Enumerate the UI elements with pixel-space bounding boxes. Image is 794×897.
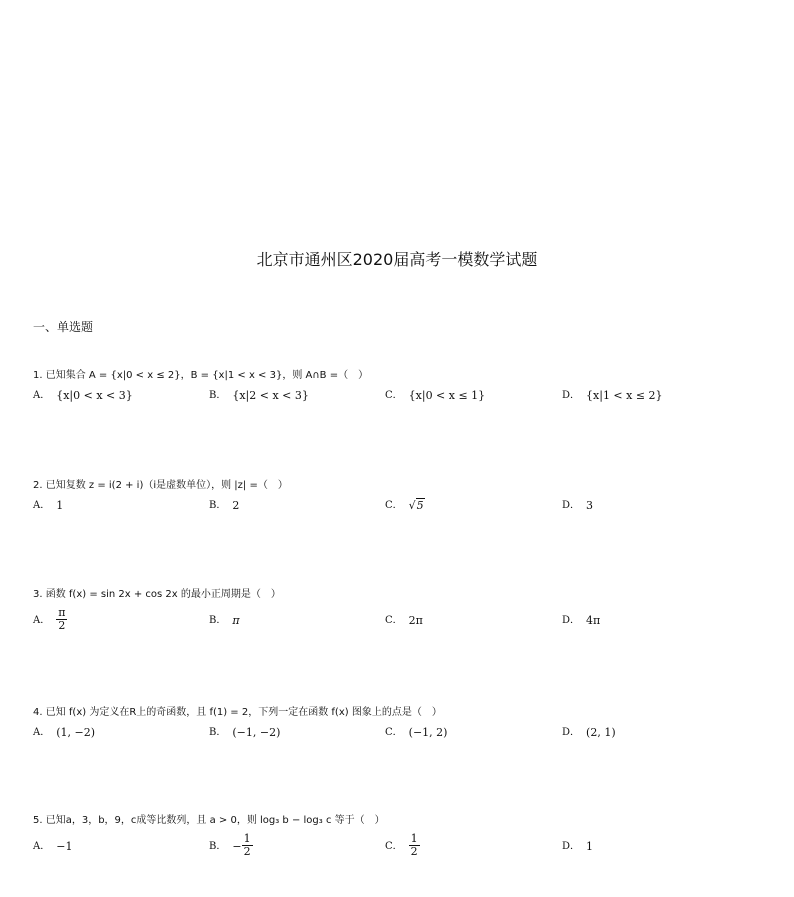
option-value: 4π (586, 614, 601, 627)
option-d[interactable] (562, 725, 616, 741)
option-letter: A． (33, 500, 51, 511)
option-letter: D． (562, 500, 581, 511)
option-value: (−1, −2) (232, 726, 281, 739)
options-row (33, 725, 773, 759)
fraction (56, 607, 67, 632)
option-value: {x|0 < x < 3} (56, 389, 133, 402)
option-b[interactable] (209, 725, 280, 741)
option-letter: B． (209, 841, 227, 852)
option-value: −1 (56, 840, 73, 853)
page-title: 北京市通州区2020届高考一模数学试题 (256, 250, 538, 269)
option-value: (1, −2) (56, 726, 96, 739)
option-b[interactable] (209, 498, 239, 514)
option-value: 1 (586, 840, 594, 853)
option-a[interactable] (33, 725, 95, 741)
option-letter: C． (385, 841, 403, 852)
option-b[interactable] (209, 388, 309, 404)
option-c[interactable] (385, 833, 420, 858)
fraction-denominator: 2 (243, 845, 251, 858)
option-letter: B． (209, 727, 227, 738)
option-value: (2, 1) (586, 726, 616, 739)
question-stem: 1. 已知集合 A = {x|0 < x ≤ 2}，B = {x|1 < x < 3}，则 A∩B =（ ） (33, 370, 369, 381)
options-row (33, 498, 773, 532)
section-heading: 一、单选题 (33, 320, 94, 334)
fraction (409, 833, 420, 858)
option-a[interactable] (33, 839, 72, 855)
option-letter: C． (385, 727, 403, 738)
option-letter: D． (562, 727, 581, 738)
minus-sign: − (232, 840, 242, 853)
fraction-denominator: 2 (58, 619, 66, 632)
option-value: 2π (408, 614, 423, 627)
question-stem: 2. 已知复数 z = i(2 + i)（i是虚数单位），则 |z| =（ ） (33, 480, 288, 491)
fraction (242, 833, 253, 858)
option-letter: D． (562, 615, 581, 626)
option-value: {x|0 < x ≤ 1} (408, 389, 486, 402)
option-d[interactable] (562, 498, 593, 514)
option-c[interactable] (385, 498, 425, 514)
question-stem: 3. 函数 f(x) = sin 2x + cos 2x 的最小正周期是（ ） (33, 589, 281, 600)
option-d[interactable] (562, 839, 593, 855)
option-value: 3 (586, 499, 594, 512)
options-row (33, 607, 773, 641)
option-value: (−1, 2) (408, 726, 448, 739)
option-a[interactable] (33, 607, 67, 632)
option-d[interactable] (562, 613, 600, 629)
option-letter: A． (33, 390, 51, 401)
option-c[interactable] (385, 725, 447, 741)
question-stem: 4. 已知 f(x) 为定义在R上的奇函数，且 f(1) = 2，下列一定在函数 f(x) 图象上的点是（ ） (33, 707, 442, 718)
fraction-numerator: π (58, 606, 66, 619)
option-letter: B． (209, 500, 227, 511)
option-a[interactable] (33, 498, 63, 514)
question-3 (33, 587, 773, 641)
radicand: 5 (416, 499, 424, 512)
option-letter: B． (209, 390, 227, 401)
option-value: {x|2 < x < 3} (232, 389, 309, 402)
question-4 (33, 705, 773, 759)
option-c[interactable] (385, 613, 423, 629)
option-value: π (232, 614, 240, 627)
option-letter: C． (385, 615, 403, 626)
option-value: 2 (232, 499, 240, 512)
question-2 (33, 478, 773, 532)
sqrt-expression: √5 (408, 499, 424, 512)
option-letter: B． (209, 615, 227, 626)
question-5 (33, 813, 773, 867)
option-letter: A． (33, 841, 51, 852)
fraction-denominator: 2 (410, 845, 418, 858)
option-letter: A． (33, 727, 51, 738)
question-1 (33, 368, 773, 422)
fraction-numerator: 1 (243, 832, 251, 845)
option-b[interactable] (209, 613, 240, 629)
option-b[interactable] (209, 833, 253, 858)
options-row (33, 833, 773, 867)
option-a[interactable] (33, 388, 133, 404)
fraction-numerator: 1 (410, 832, 418, 845)
option-letter: D． (562, 390, 581, 401)
option-letter: A． (33, 615, 51, 626)
option-d[interactable] (562, 388, 663, 404)
option-value: {x|1 < x ≤ 2} (586, 389, 663, 402)
option-letter: C． (385, 390, 403, 401)
option-value: 1 (56, 499, 64, 512)
question-stem: 5. 已知a，3，b，9，c成等比数列，且 a > 0，则 log₃ b − log₃ c 等于（ ） (33, 815, 385, 826)
options-row (33, 388, 773, 422)
option-letter: C． (385, 500, 403, 511)
option-letter: D． (562, 841, 581, 852)
option-c[interactable] (385, 388, 485, 404)
